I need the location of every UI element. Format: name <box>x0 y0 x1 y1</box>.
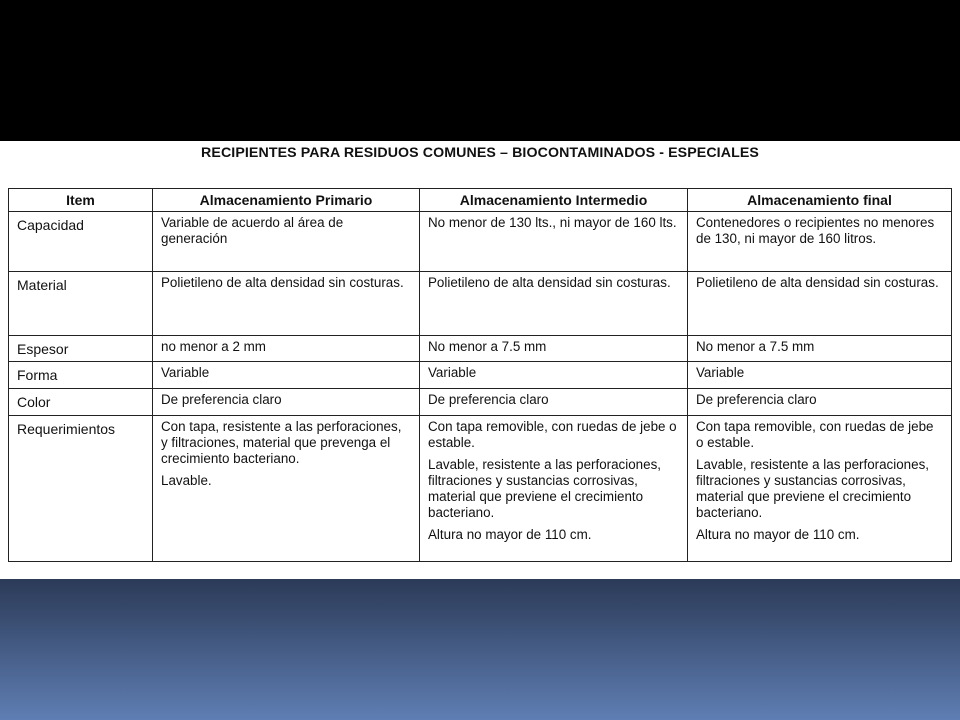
table-cell: Con tapa removible, con ruedas de jebe o estable. Lavable, resistente a las perforaciones, filtraciones y sustancias corrosivas, material que previene el crecimiento bacteriano. Altura no mayor de 110 cm. <box>420 416 688 562</box>
table-cell: Polietileno de alta densidad sin costuras. <box>153 272 420 336</box>
table-header-row <box>9 189 952 212</box>
table-cell: Variable <box>153 362 420 389</box>
table-cell: De preferencia claro <box>688 389 952 416</box>
table-cell: No menor a 7.5 mm <box>420 336 688 362</box>
table-cell: Con tapa, resistente a las perforaciones, y filtraciones, material que prevenga el crecimiento bacteriano. Lavable. <box>153 416 420 562</box>
table-cell: No menor a 7.5 mm <box>688 336 952 362</box>
document-image <box>0 141 960 579</box>
header-item: Item <box>9 189 153 212</box>
table-row-capacidad <box>9 212 952 272</box>
table-cell: Contenedores o recipientes no menores de 130, ni mayor de 160 litros. <box>688 212 952 272</box>
row-label: Requerimientos <box>9 416 153 562</box>
waste-containers-table <box>8 188 952 562</box>
table-row-color <box>9 389 952 416</box>
table-cell: Polietileno de alta densidad sin costuras. <box>420 272 688 336</box>
row-label: Capacidad <box>9 212 153 272</box>
slide-top-band <box>0 0 960 141</box>
table-cell: De preferencia claro <box>420 389 688 416</box>
document-title: RECIPIENTES PARA RESIDUOS COMUNES – BIOCONTAMINADOS - ESPECIALES <box>201 145 759 161</box>
table-row-material <box>9 272 952 336</box>
table-cell: De preferencia claro <box>153 389 420 416</box>
header-intermediate-storage: Almacenamiento Intermedio <box>420 189 688 212</box>
row-label: Espesor <box>9 336 153 362</box>
table-cell: Variable de acuerdo al área de generación <box>153 212 420 272</box>
row-label: Material <box>9 272 153 336</box>
table-row-requerimientos <box>9 416 952 562</box>
table-cell: Con tapa removible, con ruedas de jebe o estable. Lavable, resistente a las perforaciones, filtraciones y sustancias corrosivas, material que previene el crecimiento bacteriano. Altura no mayor de 110 cm. <box>688 416 952 562</box>
table-row-espesor <box>9 336 952 362</box>
table-cell: Polietileno de alta densidad sin costuras. <box>688 272 952 336</box>
header-primary-storage: Almacenamiento Primario <box>153 189 420 212</box>
table-cell: Variable <box>688 362 952 389</box>
table-row-forma <box>9 362 952 389</box>
row-label: Forma <box>9 362 153 389</box>
row-label: Color <box>9 389 153 416</box>
header-final-storage: Almacenamiento final <box>688 189 952 212</box>
table-cell: No menor de 130 lts., ni mayor de 160 lts. <box>420 212 688 272</box>
table-cell: no menor a 2 mm <box>153 336 420 362</box>
table-cell: Variable <box>420 362 688 389</box>
